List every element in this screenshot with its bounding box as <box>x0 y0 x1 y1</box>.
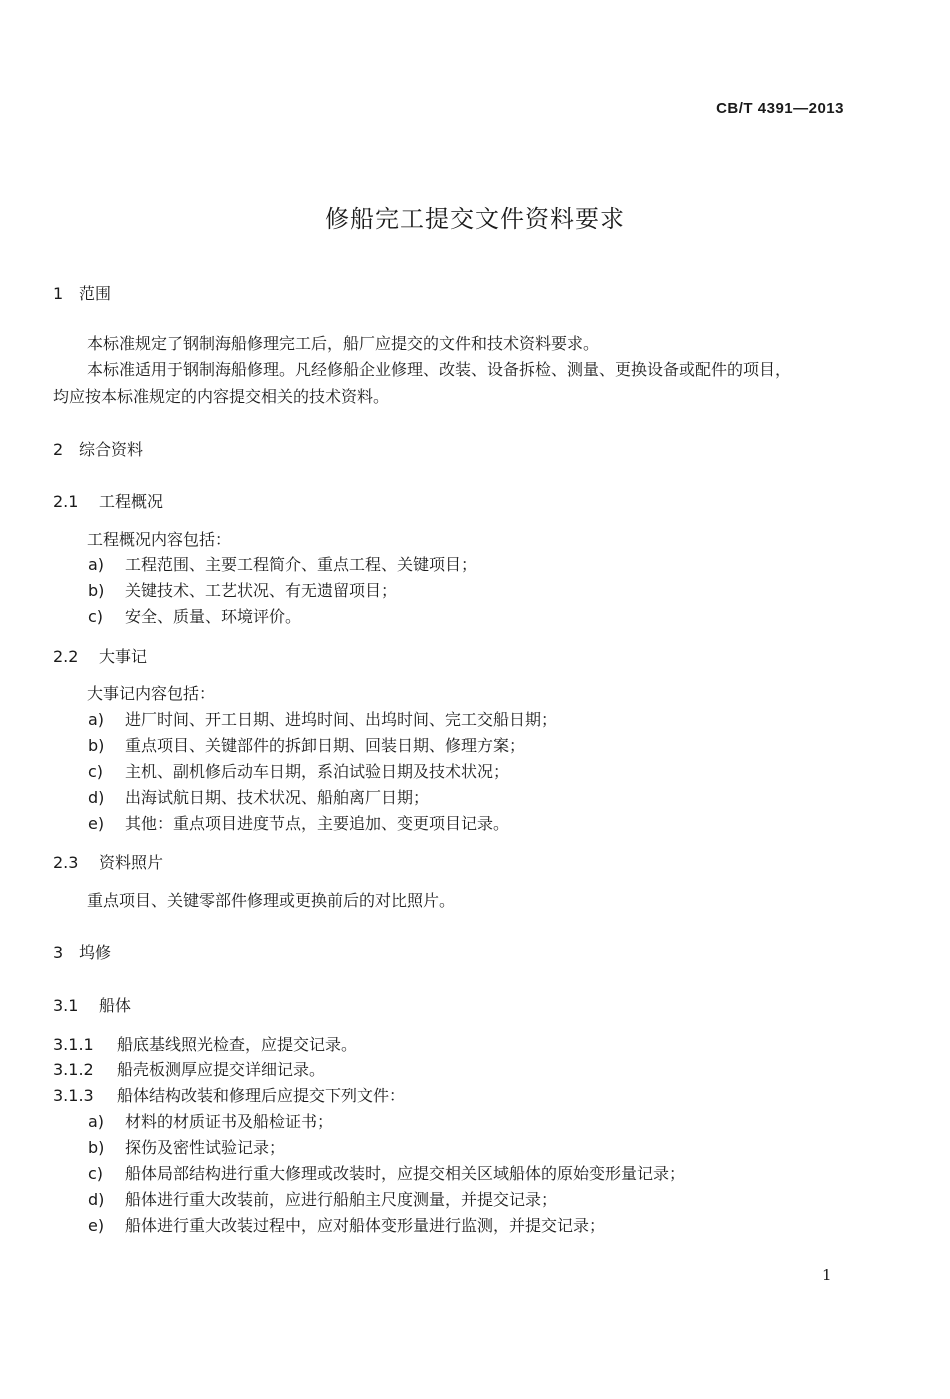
list-item: d) 船体进行重大改装前，应进行船舶主尺度测量，并提交记录； <box>88 1190 558 1209</box>
section-1-heading <box>53 283 111 305</box>
document-title: 修船完工提交文件资料要求 <box>325 205 625 233</box>
list-intro: 工程概况内容包括： <box>87 530 232 549</box>
section-title: 范围 <box>79 284 112 303</box>
clause-text: 船底基线照光检查，应提交记录。 <box>117 1035 358 1054</box>
list-item: a) 进厂时间、开工日期、进坞时间、出坞时间、完工交船日期； <box>88 710 558 729</box>
list-intro: 大事记内容包括： <box>87 684 216 703</box>
section-number: 3.1 <box>53 996 79 1015</box>
section-2-3-heading <box>53 852 163 874</box>
section-number: 2 <box>53 440 64 459</box>
list-item: c) 主机、副机修后动车日期，系泊试验日期及技术状况； <box>88 762 510 781</box>
list-item: d) 出海试航日期、技术状况、船舶离厂日期； <box>88 788 430 807</box>
section-3-1-heading <box>53 995 131 1017</box>
section-title: 工程概况 <box>99 492 164 511</box>
section-title: 大事记 <box>99 647 148 666</box>
list-item: b) 关键技术、工艺状况、有无遗留项目； <box>88 581 398 600</box>
list-item: c) 船体局部结构进行重大修理或改装时，应提交相关区域船体的原始变形量记录； <box>88 1164 686 1183</box>
section-number: 1 <box>53 284 64 303</box>
clause-3-1-2 <box>53 1059 325 1081</box>
section-title: 坞修 <box>79 943 112 962</box>
section-number: 2.2 <box>53 647 79 666</box>
list-item: a) 工程范围、主要工程简介、重点工程、关键项目； <box>88 555 478 574</box>
list-item: b) 探伤及密性试验记录； <box>88 1138 286 1157</box>
section-number: 3 <box>53 943 64 962</box>
clause-number: 3.1.1 <box>53 1035 94 1054</box>
section-2-1-heading <box>53 491 163 513</box>
paragraph: 重点项目、关键零部件修理或更换前后的对比照片。 <box>87 891 456 910</box>
section-number: 2.3 <box>53 853 79 872</box>
section-2-2-heading <box>53 646 147 668</box>
section-title: 资料照片 <box>99 853 164 872</box>
clause-number: 3.1.2 <box>53 1060 94 1079</box>
clause-number: 3.1.3 <box>53 1086 94 1105</box>
clause-3-1-1 <box>53 1034 357 1056</box>
page-number: 1 <box>822 1266 832 1284</box>
section-title: 船体 <box>99 996 132 1015</box>
list-item: e) 船体进行重大改装过程中，应对船体变形量进行监测，并提交记录； <box>88 1216 606 1235</box>
standard-code: CB/T 4391—2013 <box>716 100 844 117</box>
section-2-heading <box>53 439 143 461</box>
list-item: b) 重点项目、关键部件的拆卸日期、回装日期、修理方案； <box>88 736 526 755</box>
section-3-heading <box>53 942 111 964</box>
paragraph: 本标准适用于钢制海船修理。凡经修船企业修理、改装、设备拆检、测量、更换设备或配件的项目， <box>87 360 792 379</box>
section-title: 综合资料 <box>79 440 144 459</box>
clause-text: 船体结构改装和修理后应提交下列文件： <box>117 1086 406 1105</box>
paragraph-continuation: 均应按本标准规定的内容提交相关的技术资料。 <box>53 387 390 406</box>
clause-3-1-3 <box>53 1085 405 1107</box>
list-item: c) 安全、质量、环境评价。 <box>88 607 302 626</box>
paragraph: 本标准规定了钢制海船修理完工后，船厂应提交的文件和技术资料要求。 <box>87 334 600 353</box>
list-item: e) 其他：重点项目进度节点，主要追加、变更项目记录。 <box>88 814 510 833</box>
clause-text: 船壳板测厚应提交详细记录。 <box>117 1060 326 1079</box>
section-number: 2.1 <box>53 492 79 511</box>
list-item: a) 材料的材质证书及船检证书； <box>88 1112 334 1131</box>
